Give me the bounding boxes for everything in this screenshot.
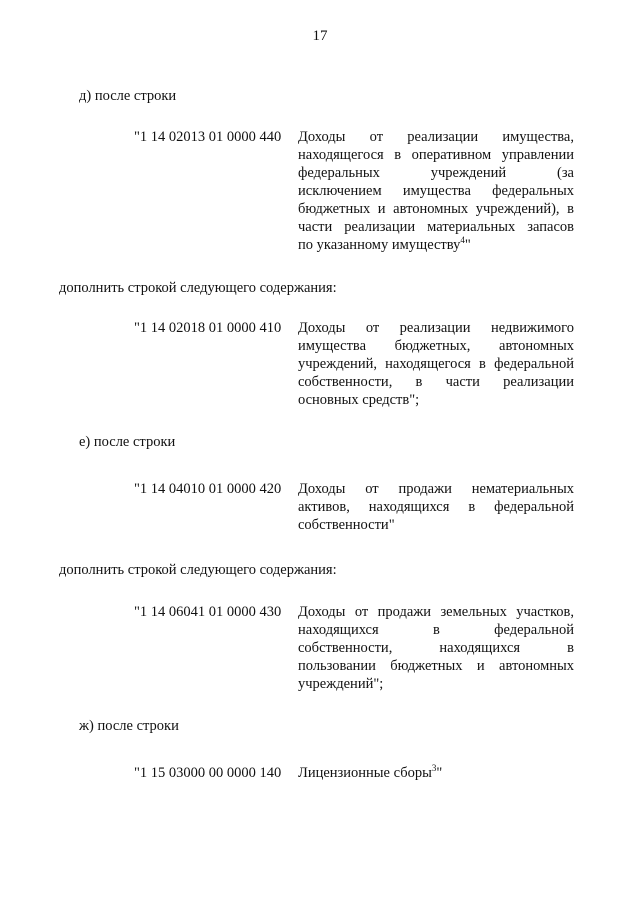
description-text: Лицензионные сборы (298, 765, 432, 781)
budget-description (298, 480, 574, 534)
instruction-after-line: е) после строки (79, 434, 176, 450)
budget-entry (134, 128, 574, 254)
closing-quote: " (464, 237, 471, 253)
description-line: Доходы от продажи земельных участков, (298, 604, 574, 620)
description-line: бюджетных и автономных учреждений), в (298, 201, 574, 217)
instruction-add-line: дополнить строкой следующего содержания: (59, 562, 337, 578)
description-line: федеральных учреждений (за (298, 165, 574, 181)
budget-description (298, 319, 574, 409)
description-line: Доходы от реализации имущества, (298, 129, 574, 145)
budget-description (298, 128, 574, 254)
budget-description (298, 764, 574, 782)
budget-description (298, 603, 574, 693)
budget-code: "1 14 02018 01 0000 410 (134, 320, 282, 336)
instruction-after-line: ж) после строки (79, 718, 179, 734)
budget-code: "1 15 03000 00 0000 140 (134, 765, 282, 781)
description-line: Доходы от продажи нематериальных (298, 481, 574, 497)
description-text: по указанному имуществу (298, 237, 461, 253)
description-line: имущества бюджетных, автономных (298, 338, 574, 354)
description-line-last: основных средств"; (298, 392, 420, 408)
budget-code: "1 14 02013 01 0000 440 (134, 129, 282, 145)
instruction-after-line: д) после строки (79, 88, 177, 104)
budget-entry (134, 603, 574, 693)
budget-entry (134, 319, 574, 409)
description-line: пользовании бюджетных и автономных (298, 658, 574, 674)
budget-entry (134, 480, 574, 534)
description-line-last (298, 764, 574, 782)
budget-code: "1 14 04010 01 0000 420 (134, 481, 282, 497)
budget-entry (134, 764, 574, 782)
description-line: активов, находящихся в федеральной (298, 499, 574, 515)
description-line: собственности, находящихся в (298, 640, 574, 656)
description-line: Доходы от реализации недвижимого (298, 320, 574, 336)
instruction-add-line: дополнить строкой следующего содержания: (59, 280, 337, 296)
description-line: собственности, в части реализации (298, 374, 574, 390)
description-line: находящегося в оперативном управлении (298, 147, 574, 163)
footnote-marker: 3 (431, 763, 437, 774)
description-line: учреждений, находящегося в федеральной (298, 356, 574, 372)
description-line: находящихся в федеральной (298, 622, 574, 638)
description-line-last (298, 236, 574, 254)
closing-quote: " (436, 765, 443, 781)
description-line: части реализации материальных запасов (298, 219, 574, 235)
budget-code: "1 14 06041 01 0000 430 (134, 604, 282, 620)
description-line-last: учреждений"; (298, 676, 384, 692)
description-line: исключением имущества федеральных (298, 183, 574, 199)
page-number: 17 (312, 28, 328, 44)
description-line-last: собственности" (298, 517, 395, 533)
footnote-marker: 4 (460, 235, 465, 246)
